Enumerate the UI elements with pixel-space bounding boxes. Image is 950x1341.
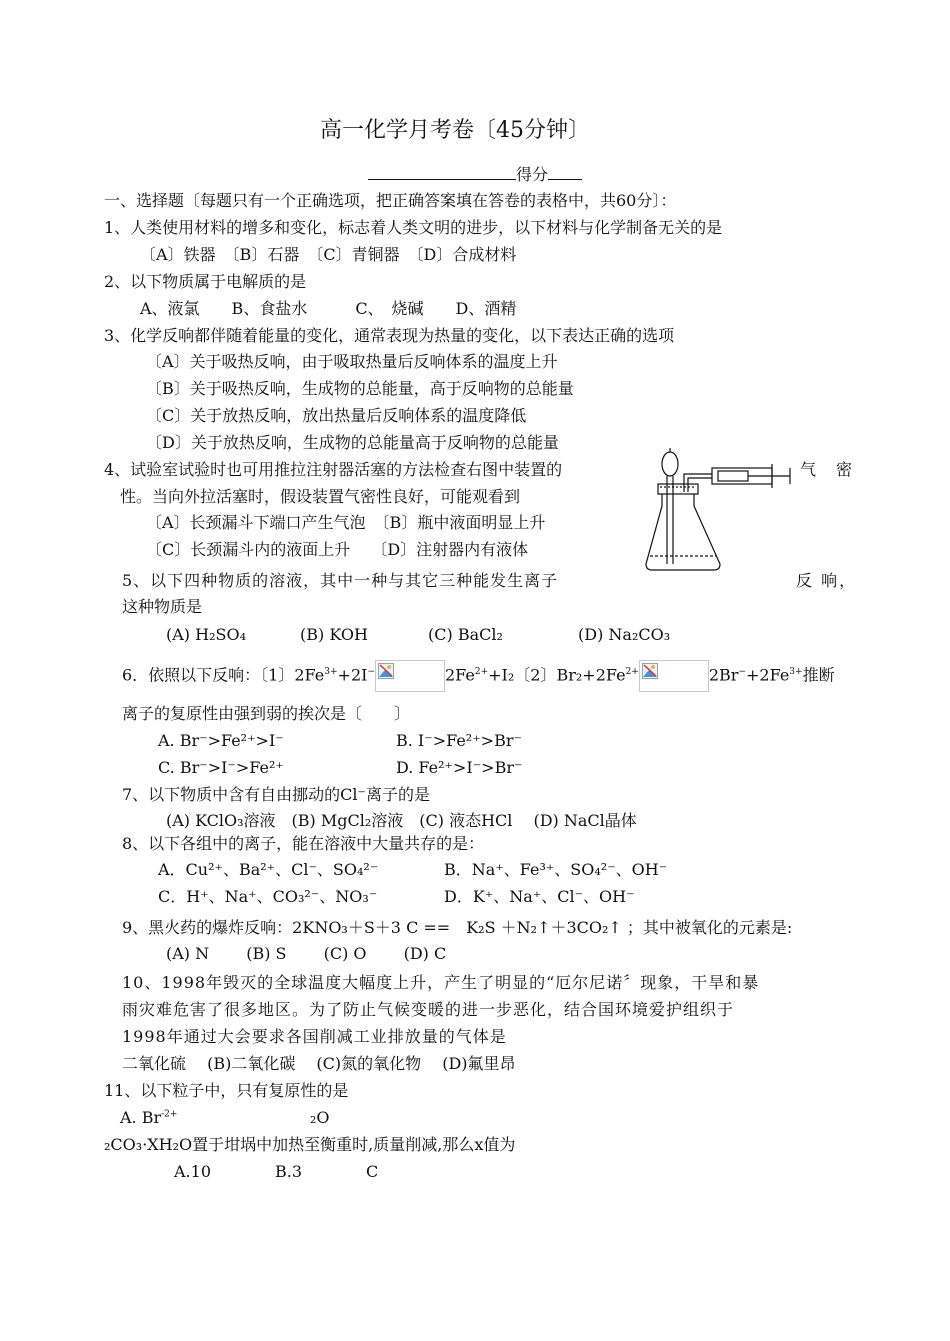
- q10-line-3: 1998年通过大会要求各国削减工业排放量的气体是: [122, 1027, 507, 1046]
- q11-option-a-text: A. Br: [120, 1108, 162, 1127]
- q6-sup-3: 2+: [474, 667, 489, 678]
- q6-option-b: B. I⁻>Fe²⁺>Br⁻: [396, 731, 522, 750]
- q5-option-c: (C) BaCl₂: [428, 625, 503, 644]
- q10-options: 二氧化硫 (B)二氧化碳 (C)氮的氧化物 (D)氟里昂: [122, 1054, 516, 1073]
- q12-stem: ₂CO₃·XH₂O置于坩埚中加热至衡重时,质量削减,那么x值为: [104, 1135, 516, 1154]
- q6-sup-2: −: [367, 667, 375, 678]
- q5-option-b: (B) KOH: [300, 625, 368, 644]
- q3-stem: 3、化学反响都伴随着能量的变化，通常表现为热量的变化，以下表达正确的选项: [104, 326, 675, 345]
- q6-part-3: 2Fe: [444, 665, 475, 685]
- q11-tail: ₂O: [310, 1108, 330, 1127]
- q9-stem: 9、黑火药的爆炸反响：2KNO₃＋S＋3 C == K₂S ＋N₂↑＋3CO₂↑ ；其中被氧化的元素是:: [122, 918, 793, 937]
- q6-stem: [122, 660, 835, 692]
- q9-options: (A) N (B) S (C) O (D) C: [166, 944, 447, 963]
- q6-sup-5: −: [738, 667, 746, 678]
- section-header: 一、选择题〔每题只有一个正确选项，把正确答案填在答卷的表格中，共60分〕：: [104, 191, 677, 210]
- q8-option-c: C．H⁺、Na⁺、CO₃²⁻、NO₃⁻: [158, 887, 378, 906]
- q5-option-a: (A) H₂SO₄: [166, 625, 246, 644]
- q11-option-a: [120, 1107, 177, 1129]
- q6-part-5: 2Br: [708, 665, 739, 685]
- q6-sup-1: 3+: [324, 667, 338, 678]
- q7-options: (A) KClO₃溶液 (B) MgCl₂溶液 (C) 液态HCl (D) NaCl晶体: [166, 811, 637, 830]
- q4-options-cd: 〔C〕长颈漏斗内的液面上升 〔D〕注射器内有液体: [146, 540, 529, 559]
- q3-option-c: 〔C〕关于放热反响，放出热量后反响体系的温度降低: [146, 406, 527, 425]
- q12-options: A.10 B.3 C: [174, 1162, 379, 1181]
- q11-option-a-sup: -2+: [161, 1109, 178, 1120]
- q6-part-2: +2I: [337, 665, 368, 685]
- q6-line-2: 离子的复原性由强到弱的挨次是〔 〕: [122, 704, 411, 723]
- q6-option-c: C. Br⁻>I⁻>Fe²⁺: [158, 758, 284, 777]
- q3-option-b: 〔B〕关于吸热反响，生成物的总能量，高于反响物的总能量: [146, 379, 574, 398]
- q6-option-d: D. Fe²⁺>I⁻>Br⁻: [396, 758, 523, 777]
- q1-options: 〔A〕铁器 〔B〕石器 〔C〕青铜器 〔D〕合成材料: [140, 245, 517, 264]
- q2-stem: 2、以下物质属于电解质的是: [104, 272, 307, 291]
- broken-image-icon: [375, 660, 445, 692]
- q5-stem-2: 这种物质是: [122, 597, 203, 616]
- q8-stem: 8、以下各组中的离子，能在溶液中大量共存的是：: [122, 834, 485, 853]
- apparatus-figure: [640, 446, 800, 582]
- score-blank: [548, 163, 582, 180]
- score-label: 得分: [516, 165, 549, 184]
- q5-stem: 5、以下四种物质的溶液，其中一种与其它三种能发生离子: [122, 571, 559, 590]
- q4-stem-tail: 气 密: [800, 460, 855, 479]
- q5-stem-tail: 反 响，: [796, 571, 858, 590]
- q2-options: A、液氯 B、食盐水 C、 烧碱 D、酒精: [140, 299, 517, 318]
- q8-option-a: A．Cu²⁺、Ba²⁺、Cl⁻、SO₄²⁻: [158, 860, 379, 879]
- q6-option-a: A. Br⁻>Fe²⁺>I⁻: [158, 731, 284, 750]
- q6-part-1: 6．依照以下反响：〔1〕2Fe: [122, 665, 325, 685]
- flask-syringe-icon: [640, 446, 800, 578]
- q4-options-ab: 〔A〕长颈漏斗下端口产生气泡 〔B〕瓶中液面明显上升: [146, 513, 546, 532]
- page-title: 高一化学月考卷〔45分钟〕: [320, 118, 590, 143]
- q6-part-4: +I₂〔2〕Br₂+2Fe: [488, 665, 626, 685]
- q8-option-d: D．K⁺、Na⁺、Cl⁻、OH⁻: [444, 887, 635, 906]
- q6-part-7: 推断: [802, 665, 835, 685]
- q3-option-a: 〔A〕关于吸热反响，由于吸取热量后反响体系的温度上升: [146, 352, 558, 371]
- q5-option-d: (D) Na₂CO₃: [578, 625, 671, 644]
- q1-stem: 1、人类使用材料的增多和变化，标志着人类文明的进步，以下材料与化学制备无关的是: [104, 218, 723, 237]
- q4-stem: 4、试验室试验时也可用推拉注射器活塞的方法检查右图中装置的: [104, 460, 563, 479]
- q6-sup-4: 2+: [625, 667, 639, 678]
- q10-line-1: 10、1998年毁灭的全球温度大幅度上升，产生了明显的“厄尔尼诺〞现象，干旱和暴: [122, 973, 760, 992]
- q6-part-6: +2Fe: [746, 665, 790, 685]
- broken-image-icon: [639, 660, 709, 692]
- score-line: [368, 163, 582, 186]
- name-blank: [368, 163, 516, 180]
- q11-stem: 11、以下粒子中，只有复原性的是: [104, 1081, 349, 1100]
- q4-stem-2: 性。当向外拉活塞时，假设装置气密性良好，可能观看到: [120, 487, 521, 506]
- q6-sup-6: 3+: [789, 667, 803, 678]
- q8-option-b: B．Na⁺、Fe³⁺、SO₄²⁻、OH⁻: [444, 860, 668, 879]
- q10-line-2: 雨灾难危害了很多地区。为了防止气候变暖的进一步恶化，结合国环境爱护组织于: [122, 1000, 735, 1019]
- q3-option-d: 〔D〕关于放热反响，生成物的总能量高于反响物的总能量: [146, 433, 559, 452]
- q7-stem: 7、以下物质中含有自由挪动的Cl⁻离子的是: [122, 785, 430, 804]
